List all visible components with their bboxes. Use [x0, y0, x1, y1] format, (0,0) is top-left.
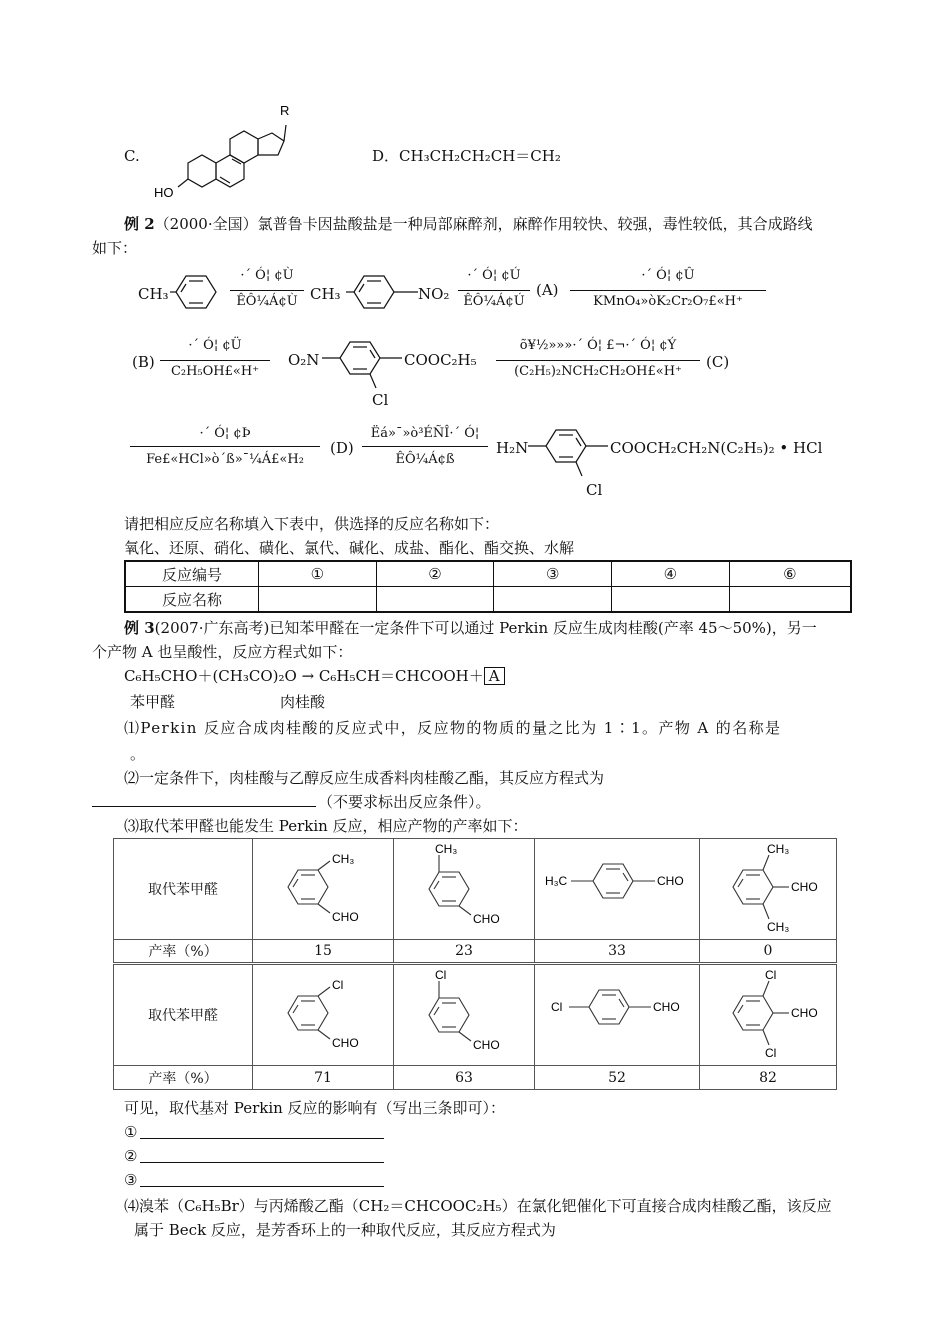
yield-cell: 63 [394, 1066, 535, 1090]
intermediate-c: (C) [706, 353, 730, 371]
question-1-end: 。 [130, 745, 146, 763]
structure-cell [700, 839, 837, 940]
table-row [114, 964, 837, 1066]
answer-blank-3-1[interactable] [140, 1120, 384, 1139]
arrow-7 [362, 446, 488, 447]
table-cell: ② [376, 561, 494, 587]
ester-group: COOC₂H₅ [404, 351, 477, 369]
substituent-label: Cl [435, 968, 447, 982]
p-chlorobenzaldehyde [537, 965, 697, 1061]
yield-cell: 71 [253, 1066, 394, 1090]
substituent-label: CHO [473, 912, 500, 926]
substituent-label: Cl [765, 968, 777, 982]
step-7-reagent-top: Ëá»¯»ò³ÉÑÎ·´ Ó¦ [370, 426, 480, 441]
intermediate-d: (D) [330, 439, 354, 457]
structure-cell [394, 839, 535, 940]
substituent-label: CH₃ [767, 842, 790, 856]
answer-cell[interactable] [729, 587, 851, 613]
perkin-equation [124, 666, 505, 686]
question-4-line-1: ⑷溴苯（C₆H₅Br）与丙烯酸乙酯（CH₂＝CHCOOC₂H₅）在氯化钯催化下可直接合成肉桂酸乙酯，该反应 [124, 1197, 832, 1215]
reaction-options: 氧化、还原、硝化、磺化、氯代、碱化、成盐、酯化、酯交换、水解 [124, 539, 575, 557]
step-7-reagent-bottom: ÊÔ¼Á¢ß [395, 452, 455, 467]
question-2-note: （不要求标出反应条件）。 [318, 793, 491, 811]
structure-cell [535, 964, 700, 1066]
step-6-reagent-top: ·´ Ó¦ ¢Þ [199, 426, 251, 441]
toluene-ch3: CH₃ [138, 285, 169, 303]
yield-cell: 33 [535, 940, 700, 964]
nitro-group: NO₂ [418, 285, 450, 303]
substituent-label: CH₃ [435, 842, 458, 856]
substituent-label: CHO [657, 874, 684, 888]
m-chlorobenzaldehyde [399, 965, 529, 1061]
question-2: ⑵一定条件下，肉桂酸与乙醇反应生成香料肉桂酸乙酯，其反应方程式为 [124, 769, 605, 787]
arrow-5 [496, 360, 700, 361]
ho-group: HO [154, 185, 174, 200]
benzene-ring-4 [524, 420, 614, 484]
table-cell: 反应编号 [125, 561, 259, 587]
table-row [114, 839, 837, 940]
answer-cell[interactable] [376, 587, 494, 613]
name-benzaldehyde: 苯甲醛 [130, 693, 176, 711]
answer-number-2: ② [124, 1147, 138, 1165]
substituent-label: CH₃ [332, 852, 355, 866]
yield-cell: 52 [535, 1066, 700, 1090]
table-cell: 产率（%） [114, 1066, 253, 1090]
answer-blank-2[interactable] [92, 788, 316, 807]
answer-blank-3-3[interactable] [140, 1168, 384, 1187]
arrow-6 [130, 446, 320, 447]
m-methylbenzaldehyde [399, 839, 529, 935]
instruction-text: 请把相应反应名称填入下表中，供选择的反应名称如下： [124, 515, 500, 533]
step-4-reagent-top: ·´ Ó¦ ¢Ü [188, 338, 242, 353]
example-2-intro-text: （2000·全国）氯普鲁卡因盐酸盐是一种局部麻醉剂，麻醉作用较快、较强，毒性较低，其合成路线 [154, 215, 813, 233]
structure-cell [394, 964, 535, 1066]
nitrotoluene-ch3: CH₃ [310, 285, 341, 303]
amino-group: H₂N [496, 439, 529, 457]
chloro-group-2: Cl [586, 481, 603, 499]
yield-table [113, 838, 837, 1090]
question-4-line-2: 属于 Beck 反应，是芳香环上的一种取代反应，其反应方程式为 [134, 1221, 556, 1239]
answer-number-1: ① [124, 1123, 138, 1141]
table-cell: 反应名称 [125, 587, 259, 613]
table-row [125, 561, 851, 587]
benzene-ring-2 [342, 268, 422, 316]
o2n-group: O₂N [288, 351, 320, 369]
name-cinnamic-acid: 肉桂酸 [280, 693, 326, 711]
table-cell: ① [259, 561, 377, 587]
arrow-4 [160, 360, 270, 361]
substituent-label: CHO [332, 1036, 359, 1050]
p-methylbenzaldehyde [537, 839, 697, 935]
product-a-box: A [484, 667, 505, 685]
table-cell: 取代苯甲醛 [114, 839, 253, 940]
table-cell: 取代苯甲醛 [114, 964, 253, 1066]
table-cell: ⑥ [729, 561, 851, 587]
step-5-reagent-bottom: (C₂H₅)₂NCH₂CH₂OH£«H⁺ [514, 364, 682, 379]
question-3: ⑶取代苯甲醛也能发生 Perkin 反应，相应产物的产率如下： [124, 817, 528, 835]
example-2-intro-2: 如下： [92, 239, 138, 257]
yield-cell: 15 [253, 940, 394, 964]
step-2-reagent-top: ·´ Ó¦ ¢Ú [467, 268, 521, 283]
step-2-reagent-bottom: ÊÔ¼Á¢Ú [463, 294, 525, 309]
r-group: R [280, 103, 290, 118]
benzene-ring-3 [318, 332, 408, 396]
structure-cell [700, 964, 837, 1066]
example-3-intro-text: (2007·广东高考)已知苯甲醛在一定条件下可以通过 Perkin 反应生成肉桂酸(产率 45～50%)，另一 [154, 619, 817, 637]
answer-number-3: ③ [124, 1171, 138, 1189]
o-methylbenzaldehyde [258, 839, 388, 935]
intermediate-b: (B) [132, 353, 155, 371]
step-1-reagent-top: ·´ Ó¦ ¢Ù [240, 268, 294, 283]
dichlorobenzaldehyde [703, 965, 833, 1061]
chloro-group-1: Cl [372, 391, 389, 409]
substituent-label: CHO [653, 1000, 680, 1014]
step-5-reagent-top: õ¥½»»»·´ Ó¦ £¬·´ Ó¦ ¢Ý [519, 338, 677, 353]
option-d: D．CH₃CH₂CH₂CH＝CH₂ [372, 147, 561, 165]
structure-cell [253, 839, 394, 940]
option-c-label: C. [124, 147, 140, 165]
substituent-label: CHO [791, 1006, 818, 1020]
equation-text: C₆H₅CHO＋(CH₃CO)₂O → C₆H₅CH＝CHCOOH＋ [124, 667, 484, 685]
final-product: COOCH₂CH₂N(C₂H₅)₂ • HCl [610, 439, 823, 457]
conclusion-text: 可见，取代基对 Perkin 反应的影响有（写出三条即可）： [124, 1099, 506, 1117]
substituent-label: Cl [332, 978, 344, 992]
step-3-reagent-top: ·´ Ó¦ ¢Û [641, 268, 695, 283]
answer-cell[interactable] [259, 587, 377, 613]
arrow-2 [458, 290, 530, 291]
example-3-intro [124, 618, 817, 638]
yield-cell: 82 [700, 1066, 837, 1090]
answer-blank-3-2[interactable] [140, 1144, 384, 1163]
arrow-1 [230, 290, 304, 291]
answer-cell[interactable] [494, 587, 612, 613]
table-cell: ③ [494, 561, 612, 587]
structure-cell [535, 839, 700, 940]
step-1-reagent-bottom: ÊÔ¼Á¢Ù [236, 294, 298, 309]
arrow-3 [570, 290, 766, 291]
yield-cell: 23 [394, 940, 535, 964]
dimethylbenzaldehyde [703, 839, 833, 935]
step-6-reagent-bottom: Fe£«HCl»ò´ß»¯¼Á£«H₂ [146, 452, 304, 467]
intermediate-a: (A) [536, 281, 559, 299]
step-3-reagent-bottom: KMnO₄»òK₂Cr₂O₇£«H⁺ [593, 294, 743, 309]
answer-cell[interactable] [612, 587, 730, 613]
yield-cell: 0 [700, 940, 837, 964]
substituent-label: Cl [551, 1000, 563, 1014]
substituent-label: CHO [473, 1038, 500, 1052]
example-2-title: 例 2 [124, 215, 155, 233]
structure-cell [253, 964, 394, 1066]
substituent-label: CH₃ [767, 920, 790, 934]
example-2-intro [124, 214, 813, 234]
reaction-table [124, 560, 852, 613]
example-3-intro-2: 个产物 A 也呈酸性，反应方程式如下： [92, 643, 353, 661]
table-cell: ④ [612, 561, 730, 587]
o-chlorobenzaldehyde [258, 965, 388, 1061]
table-row [114, 1066, 837, 1090]
steroid-structure [150, 95, 320, 210]
substituent-label: CHO [332, 910, 359, 924]
substituent-label: CHO [791, 880, 818, 894]
substituent-label: Cl [765, 1046, 777, 1060]
substituent-label: H₃C [545, 874, 568, 888]
benzene-ring-1 [170, 268, 222, 316]
table-row [114, 940, 837, 964]
example-3-title: 例 3 [124, 619, 155, 637]
question-1: ⑴Perkin 反应合成肉桂酸的反应式中，反应物的物质的量之比为 1∶1。产物 A 的名称是 [124, 719, 782, 737]
table-row [125, 587, 851, 613]
step-4-reagent-bottom: C₂H₅OH£«H⁺ [170, 364, 260, 379]
table-cell: 产率（%） [114, 940, 253, 964]
